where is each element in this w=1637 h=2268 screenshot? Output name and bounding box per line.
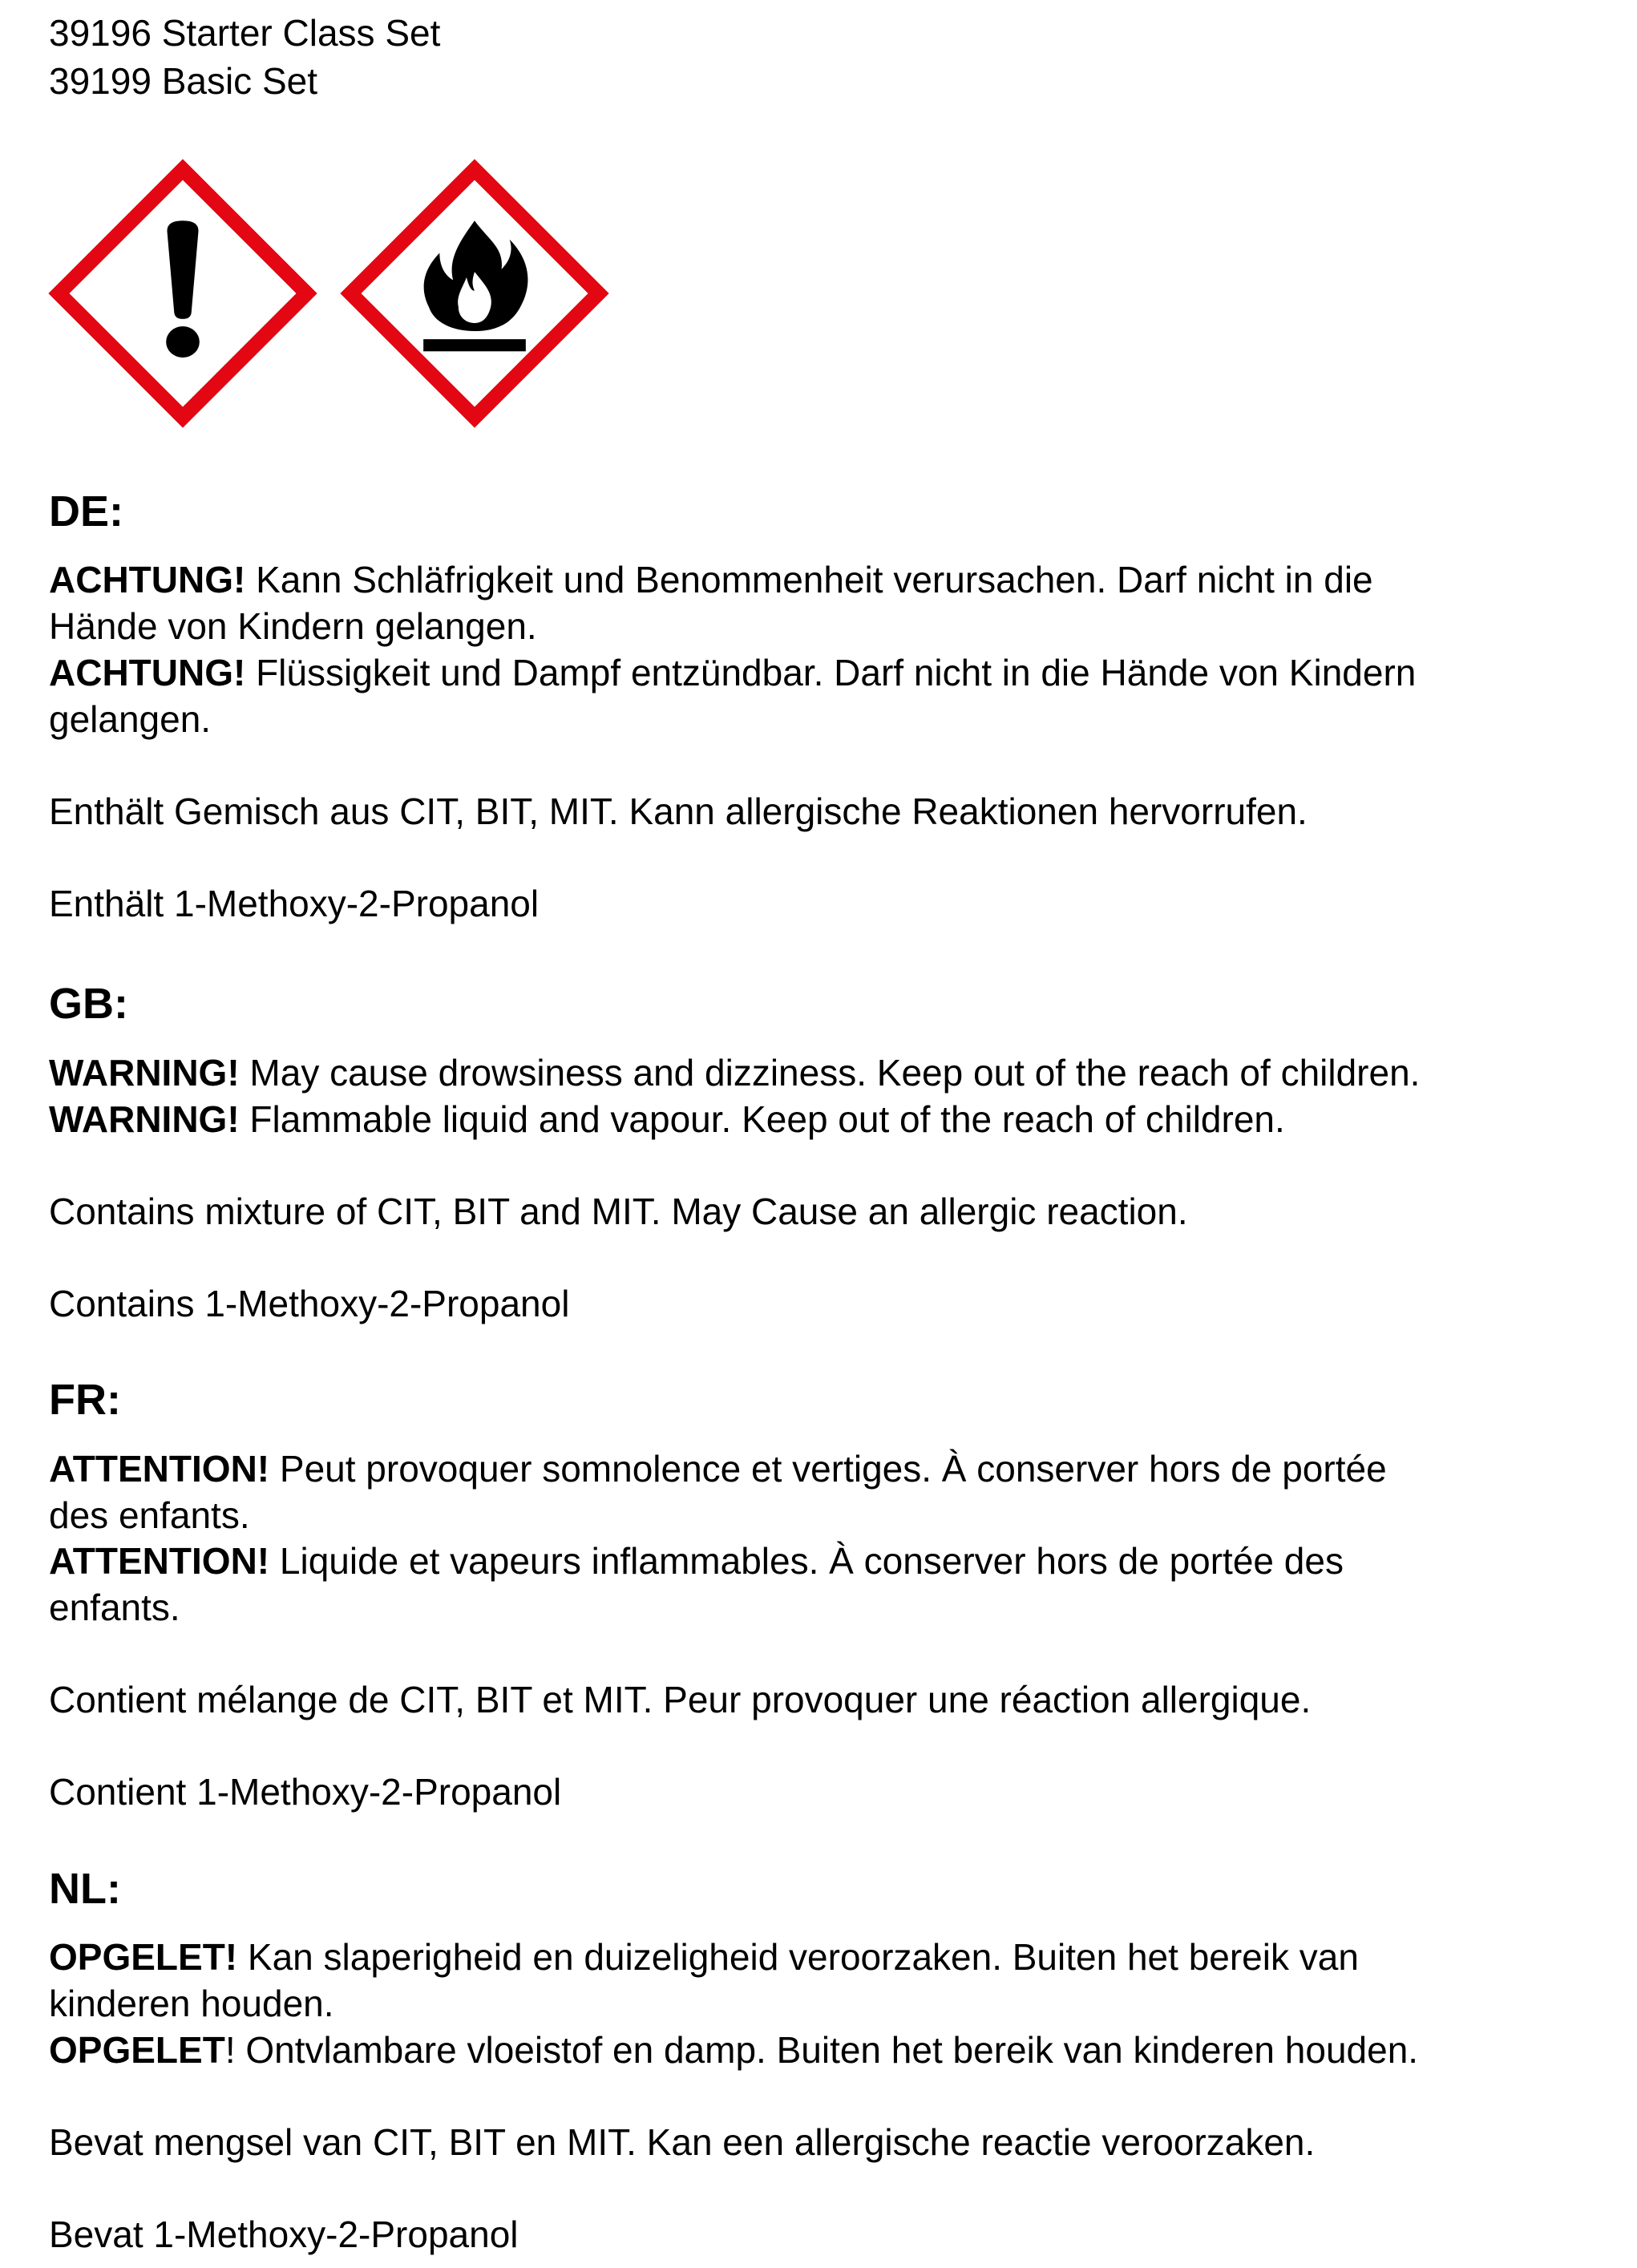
substance-note-fr: Contient 1-Methoxy-2-Propanol	[49, 1771, 562, 1813]
warning-text: des enfants.	[49, 1494, 250, 1536]
warning-flammable-de	[49, 649, 1596, 742]
warning-drowsiness-nl	[49, 1934, 1596, 2027]
warning-flammable-nl	[49, 2027, 1596, 2073]
substance-note-gb: Contains 1-Methoxy-2-Propanol	[49, 1283, 570, 1324]
substance-note-de: Enthält 1-Methoxy-2-Propanol	[49, 883, 540, 924]
warning-text: gelangen.	[49, 698, 212, 740]
signal-word: ATTENTION!	[49, 1448, 270, 1490]
warning-drowsiness-gb	[49, 1049, 1596, 1096]
substance-note-nl: Bevat 1-Methoxy-2-Propanol	[49, 2213, 519, 2255]
allergen-note-nl: Bevat mengsel van CIT, BIT en MIT. Kan een allergische reactie veroorzaken.	[49, 2121, 1316, 2163]
warning-text: Kan slaperigheid en duizeligheid veroorzaken. Buiten het bereik van	[237, 1936, 1359, 1978]
signal-word: ACHTUNG!	[49, 559, 246, 600]
signal-word: OPGELET	[49, 2029, 225, 2071]
signal-word: ATTENTION!	[49, 1540, 270, 1582]
warning-text: May cause drowsiness and dizziness. Keep out of the reach of children.	[239, 1052, 1421, 1094]
allergen-note-gb: Contains mixture of CIT, BIT and MIT. May Cause an allergic reaction.	[49, 1191, 1188, 1232]
warning-text: Hände von Kindern gelangen.	[49, 605, 537, 647]
section-heading-nl: NL:	[49, 1865, 121, 1913]
exclamation-mark-hazard-icon	[48, 159, 317, 428]
warning-text: kinderen houden.	[49, 1983, 334, 2024]
signal-word: OPGELET!	[49, 1936, 238, 1978]
warning-flammable-fr	[49, 1538, 1596, 1631]
warning-text: enfants.	[49, 1587, 180, 1628]
warning-text: Kann Schläfrigkeit und Benommenheit verursachen. Darf nicht in die	[245, 559, 1373, 600]
signal-word: ACHTUNG!	[49, 652, 246, 693]
allergen-note-fr: Contient mélange de CIT, BIT et MIT. Peur provoquer une réaction allergique.	[49, 1679, 1312, 1720]
warning-text: Flammable liquid and vapour. Keep out of the reach of children.	[239, 1098, 1285, 1140]
section-heading-fr: FR:	[49, 1376, 121, 1424]
signal-word: WARNING!	[49, 1052, 240, 1094]
warning-text: ! Ontvlambare vloeistof en damp. Buiten het bereik van kinderen houden.	[224, 2029, 1419, 2071]
section-heading-gb: GB:	[49, 980, 128, 1028]
product-line-starter-class-set: 39196 Starter Class Set	[49, 12, 441, 54]
warning-text: Flüssigkeit und Dampf entzündbar. Darf nicht in die Hände von Kindern	[245, 652, 1417, 693]
warning-drowsiness-fr	[49, 1445, 1596, 1538]
allergen-note-de: Enthält Gemisch aus CIT, BIT, MIT. Kann allergische Reaktionen hervorrufen.	[49, 790, 1308, 832]
product-line-basic-set: 39199 Basic Set	[49, 60, 318, 102]
warning-text: Peut provoquer somnolence et vertiges. À conserver hors de portée	[269, 1448, 1387, 1490]
section-heading-de: DE:	[49, 487, 123, 536]
warning-text: Liquide et vapeurs inflammables. À conserver hors de portée des	[269, 1540, 1344, 1582]
warning-drowsiness-de	[49, 556, 1596, 649]
warning-flammable-gb	[49, 1096, 1596, 1142]
signal-word: WARNING!	[49, 1098, 240, 1140]
flame-hazard-icon	[340, 159, 609, 428]
